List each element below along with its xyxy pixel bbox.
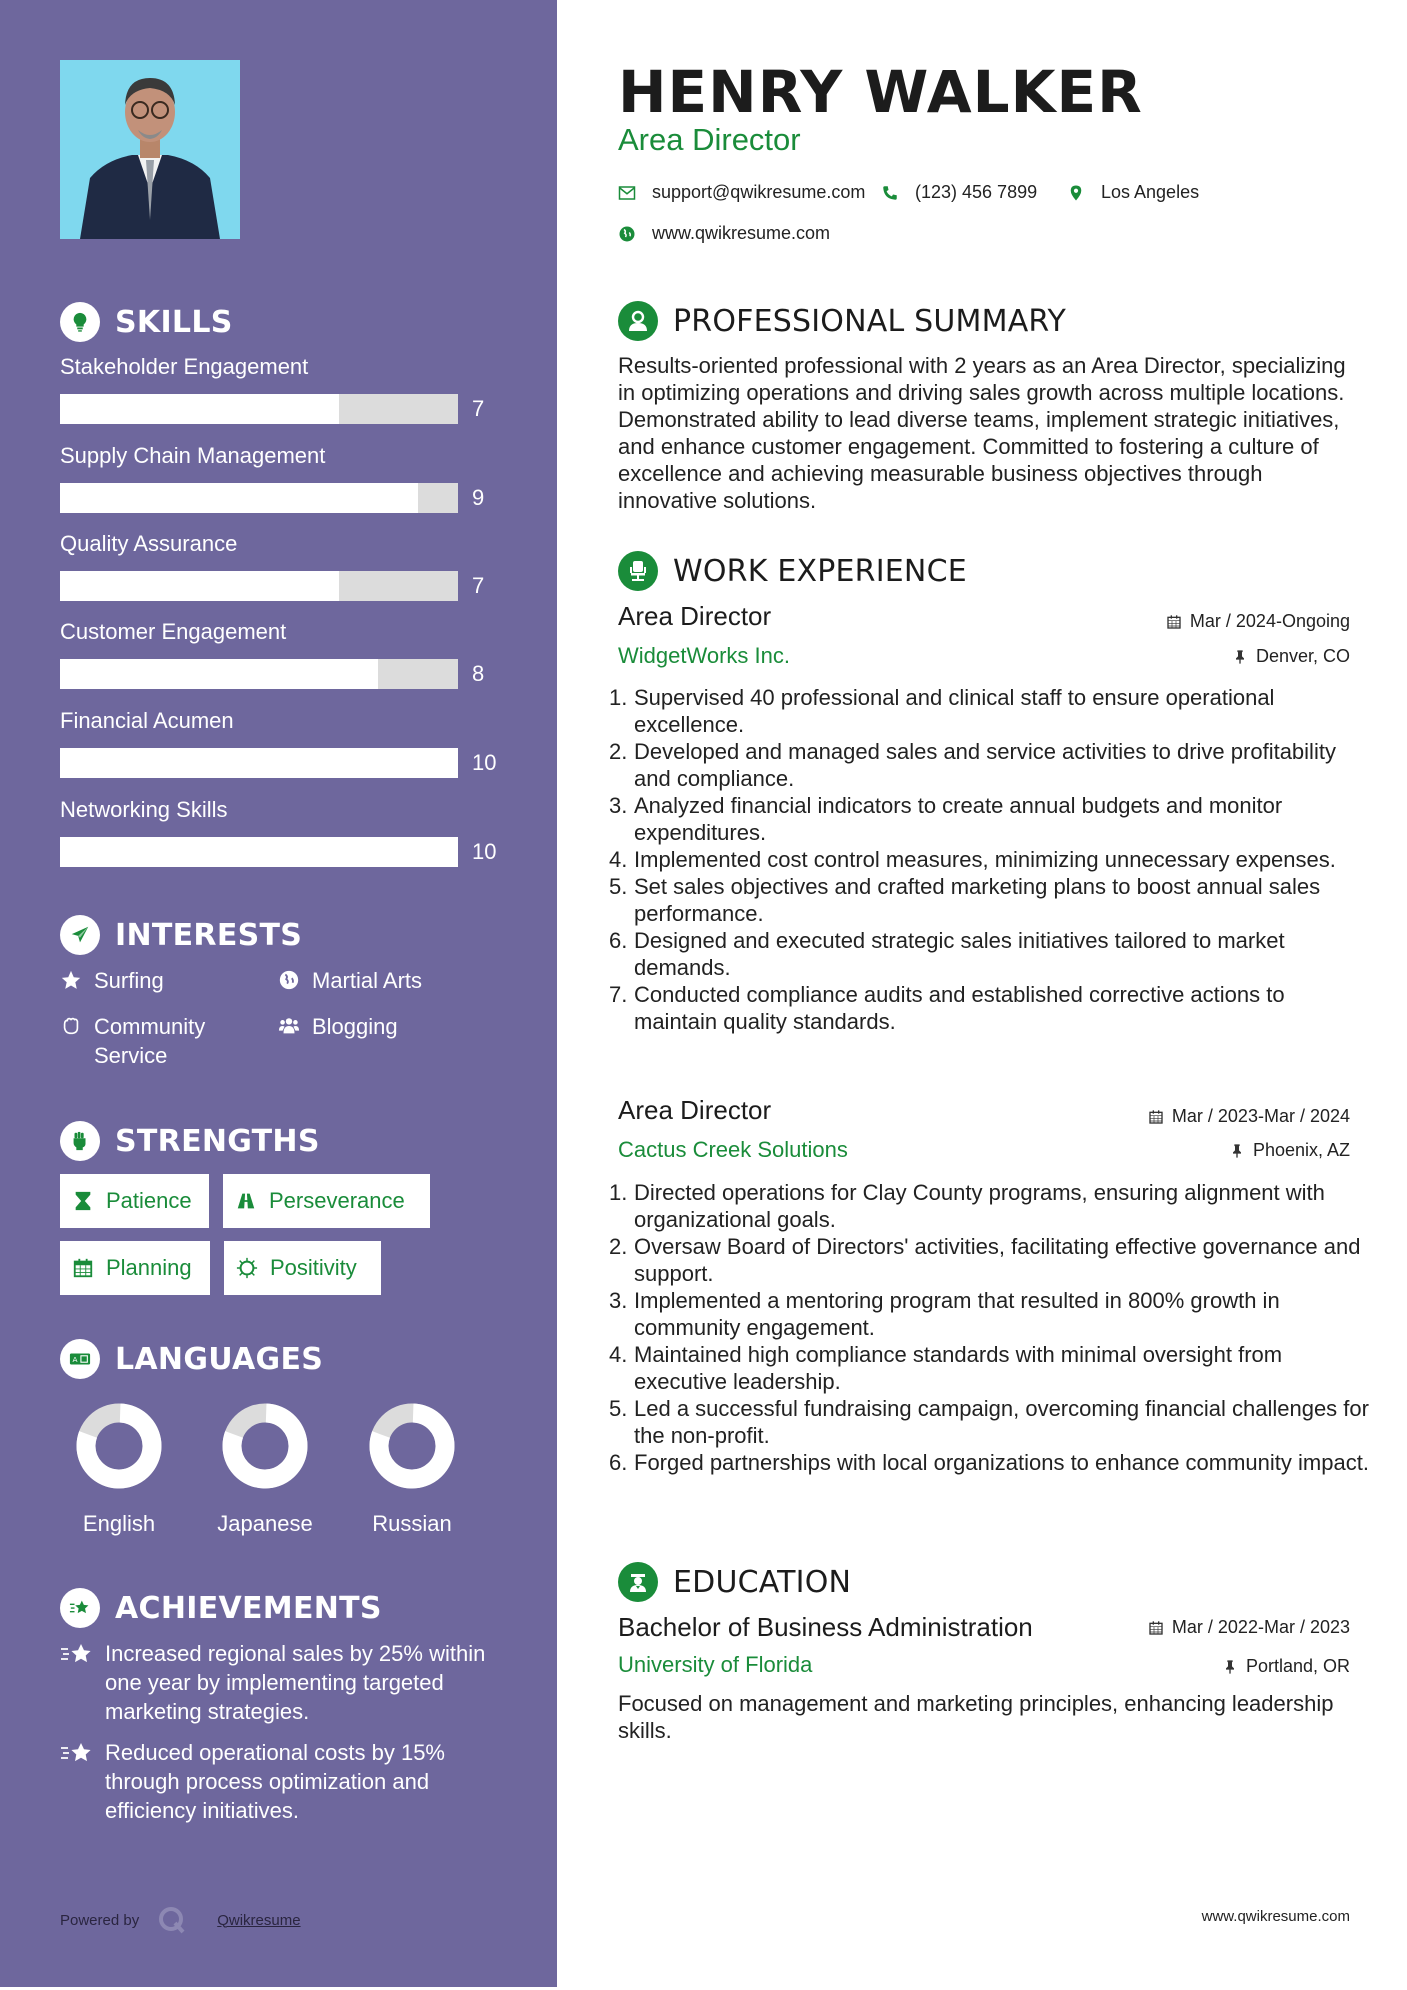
- users-icon: [278, 1015, 300, 1037]
- main-content: [557, 0, 1407, 1990]
- summary-heading: [618, 300, 1066, 342]
- skill-bar-fill: [60, 659, 378, 689]
- duty-item: Analyzed financial indicators to create annual budgets and monitor expenditures.: [634, 793, 1283, 845]
- language-label: English: [82, 1511, 156, 1536]
- website-text: www.qwikresume.com: [652, 223, 831, 243]
- contact-phone[interactable]: [881, 182, 1037, 203]
- qwikresume-link[interactable]: Qwikresume: [217, 1911, 301, 1929]
- skill-item: [60, 529, 500, 601]
- skills-heading: [60, 302, 233, 342]
- svg-text:A: A: [72, 1355, 78, 1365]
- user-icon: [618, 301, 658, 341]
- job-dates-text: Mar / 2023-Mar / 2024: [1171, 1106, 1350, 1126]
- education-description: Focused on management and marketing principles, enhancing leadership skills.: [618, 1691, 1334, 1743]
- languages-heading: [60, 1339, 323, 1379]
- job-location-text: Phoenix, AZ: [1252, 1140, 1350, 1160]
- hourglass-icon: [72, 1190, 94, 1212]
- skill-label: Quality Assurance: [60, 531, 238, 556]
- school-name: University of Florida: [618, 1652, 813, 1677]
- achievement-item: [60, 1738, 500, 1825]
- skill-bar-fill: [60, 837, 458, 867]
- job-title: Area Director: [618, 601, 772, 631]
- interests-heading: [60, 915, 302, 955]
- skill-item: [60, 352, 500, 424]
- language-item: [64, 1403, 174, 1537]
- duty-item: Implemented cost control measures, minimizing unnecessary expenses.: [634, 847, 1336, 872]
- sun-icon: [236, 1257, 258, 1279]
- person-photo-icon: [60, 60, 240, 239]
- sidebar: [0, 0, 557, 1987]
- skill-value: 7: [472, 396, 485, 421]
- language-label: Russian: [372, 1511, 452, 1536]
- summary-text: Results-oriented professional with 2 years as an Area Director, specializing in optimizing operations and driving sales growth across multiple locations. Demonstrated ability to lead diverse teams, implement strategic initiatives, and enhance customer engagement. Committed to fostering a culture of excellence and achieving measurable business objectives through innovative solutions.: [618, 353, 1346, 513]
- skill-label: Stakeholder Engagement: [60, 354, 309, 379]
- powered-by-label: Powered by: [60, 1911, 140, 1929]
- envelope-icon: [618, 184, 636, 202]
- interest-item: [60, 966, 164, 995]
- achievement-text: Increased regional sales by 25% within one year by implementing targeted marketing strategies.: [105, 1641, 486, 1724]
- skill-bar: [60, 571, 458, 601]
- calendar-icon: [72, 1257, 94, 1279]
- duty-item: Maintained high compliance standards with minimal oversight from executive leadership.: [634, 1342, 1283, 1394]
- duty-item: Developed and managed sales and service activities to drive profitability and compliance.: [634, 739, 1336, 791]
- skill-label: Financial Acumen: [60, 708, 234, 733]
- translate-icon: [60, 1339, 100, 1379]
- strength-chip: [224, 1241, 381, 1295]
- language-donut: [222, 1403, 308, 1489]
- contact-email[interactable]: [618, 182, 865, 203]
- achievements-heading: [60, 1588, 382, 1628]
- skill-bar: [60, 394, 458, 424]
- skill-value: 10: [472, 839, 497, 864]
- interest-label: Surfing: [94, 968, 164, 993]
- language-item: [357, 1403, 467, 1537]
- job-location: [1229, 1140, 1350, 1161]
- interest-label: Community Service: [94, 1014, 206, 1068]
- education-heading: [618, 1561, 851, 1603]
- road-icon: [235, 1190, 257, 1212]
- duty-item: Forged partnerships with local organizations to enhance community impact.: [634, 1450, 1369, 1475]
- strength-chip: [60, 1241, 210, 1295]
- language-label: Japanese: [217, 1511, 313, 1536]
- candidate-name: HENRY WALKER: [618, 58, 1143, 126]
- profile-photo: [60, 60, 240, 239]
- fist-icon: [60, 1121, 100, 1161]
- duty-item: Led a successful fundraising campaign, overcoming financial challenges for the non-profit.: [634, 1396, 1369, 1448]
- lightbulb-icon: [60, 302, 100, 342]
- job-location-text: Denver, CO: [1255, 646, 1350, 666]
- skill-bar-fill: [60, 748, 458, 778]
- duty-item: Implemented a mentoring program that resulted in 800% growth in community engagement.: [634, 1288, 1280, 1340]
- paper-plane-icon: [60, 915, 100, 955]
- skill-item: [60, 706, 500, 778]
- job-duties: [609, 1179, 1369, 1476]
- language-donut: [76, 1403, 162, 1489]
- interest-item: [278, 1012, 398, 1041]
- skill-label: Supply Chain Management: [60, 443, 326, 468]
- calendar-icon: [1148, 1109, 1164, 1125]
- language-donut: [369, 1403, 455, 1489]
- powered-by: [60, 1905, 301, 1935]
- qwikresume-logo-icon: [157, 1905, 187, 1935]
- job-dates: [1166, 611, 1350, 632]
- education-dates: [1148, 1617, 1350, 1638]
- skill-label: Networking Skills: [60, 797, 228, 822]
- achievement-item: [60, 1639, 500, 1726]
- phone-icon: [881, 184, 899, 202]
- education-title: EDUCATION: [673, 1564, 852, 1600]
- map-pin-icon: [1067, 184, 1085, 202]
- education-dates-text: Mar / 2022-Mar / 2023: [1171, 1617, 1350, 1637]
- pushpin-icon: [1232, 649, 1248, 665]
- skill-item: [60, 617, 500, 689]
- skill-item: [60, 441, 500, 513]
- skills-title: SKILLS: [115, 304, 233, 340]
- strength-label: Perseverance: [269, 1188, 405, 1213]
- shooting-star-icon: [60, 1588, 100, 1628]
- job-company: Cactus Creek Solutions: [618, 1137, 848, 1162]
- experience-heading: [618, 550, 967, 592]
- skill-value: 10: [472, 750, 497, 775]
- star-icon: [60, 969, 82, 991]
- summary-title: PROFESSIONAL SUMMARY: [673, 303, 1067, 339]
- strengths-title: STRENGTHS: [115, 1123, 320, 1159]
- language-item: [210, 1403, 320, 1537]
- skill-bar-fill: [60, 571, 339, 601]
- interest-label: Blogging: [312, 1014, 398, 1039]
- strengths-heading: [60, 1121, 320, 1161]
- skill-value: 8: [472, 661, 485, 686]
- duty-item: Supervised 40 professional and clinical staff to ensure operational excellence.: [634, 685, 1275, 737]
- hand-icon: [60, 1015, 82, 1037]
- shooting-star-icon: [60, 1740, 94, 1768]
- interest-item: [60, 1012, 240, 1070]
- skill-value: 7: [472, 573, 485, 598]
- degree-title: Bachelor of Business Administration: [618, 1612, 1033, 1642]
- skill-item: [60, 795, 500, 867]
- location-text: Los Angeles: [1101, 182, 1200, 202]
- job-location: [1232, 646, 1350, 667]
- contact-location: [1067, 182, 1199, 203]
- globe-icon: [618, 225, 636, 243]
- globe-icon: [278, 969, 300, 991]
- strength-chip: [60, 1174, 209, 1228]
- shooting-star-icon: [60, 1641, 94, 1669]
- contact-website[interactable]: [618, 223, 830, 244]
- email-text: support@qwikresume.com: [652, 182, 866, 202]
- duty-item: Designed and executed strategic sales initiatives tailored to market demands.: [634, 928, 1285, 980]
- duty-item: Oversaw Board of Directors' activities, facilitating effective governance and support.: [634, 1234, 1361, 1286]
- candidate-role: Area Director: [618, 122, 801, 157]
- interest-item: [278, 966, 422, 995]
- education-location-text: Portland, OR: [1245, 1656, 1350, 1676]
- footer-website[interactable]: www.qwikresume.com: [1201, 1908, 1350, 1925]
- job-duties: [609, 684, 1369, 1035]
- interest-label: Martial Arts: [312, 968, 423, 993]
- duty-item: Directed operations for Clay County programs, ensuring alignment with organizational goals.: [634, 1180, 1325, 1232]
- strength-label: Positivity: [270, 1255, 357, 1280]
- skill-bar: [60, 748, 458, 778]
- office-chair-icon: [618, 551, 658, 591]
- job-company: WidgetWorks Inc.: [618, 643, 790, 668]
- skill-bar-fill: [60, 483, 418, 513]
- graduate-icon: [618, 1562, 658, 1602]
- skill-bar: [60, 837, 458, 867]
- pushpin-icon: [1229, 1143, 1245, 1159]
- achievements-title: ACHIEVEMENTS: [115, 1590, 382, 1626]
- experience-title: WORK EXPERIENCE: [673, 553, 967, 589]
- calendar-icon: [1148, 1620, 1164, 1636]
- skill-bar: [60, 483, 458, 513]
- education-location: [1222, 1656, 1350, 1677]
- strength-label: Planning: [106, 1255, 192, 1280]
- pushpin-icon: [1222, 1659, 1238, 1675]
- interests-title: INTERESTS: [115, 917, 303, 953]
- job-dates-text: Mar / 2024-Ongoing: [1189, 611, 1350, 631]
- languages-title: LANGUAGES: [115, 1341, 324, 1377]
- skill-bar-fill: [60, 394, 339, 424]
- achievement-text: Reduced operational costs by 15% through process optimization and efficiency initiatives.: [105, 1740, 445, 1823]
- skill-label: Customer Engagement: [60, 619, 287, 644]
- duty-item: Conducted compliance audits and established corrective actions to maintain quality standards.: [634, 982, 1285, 1034]
- calendar-icon: [1166, 614, 1182, 630]
- strength-label: Patience: [106, 1188, 192, 1213]
- job-title: Area Director: [618, 1095, 772, 1125]
- phone-text: (123) 456 7899: [915, 182, 1038, 202]
- duty-item: Set sales objectives and crafted marketing plans to boost annual sales performance.: [634, 874, 1321, 926]
- job-dates: [1148, 1106, 1350, 1127]
- strength-chip: [223, 1174, 430, 1228]
- skill-value: 9: [472, 485, 485, 510]
- skill-bar: [60, 659, 458, 689]
